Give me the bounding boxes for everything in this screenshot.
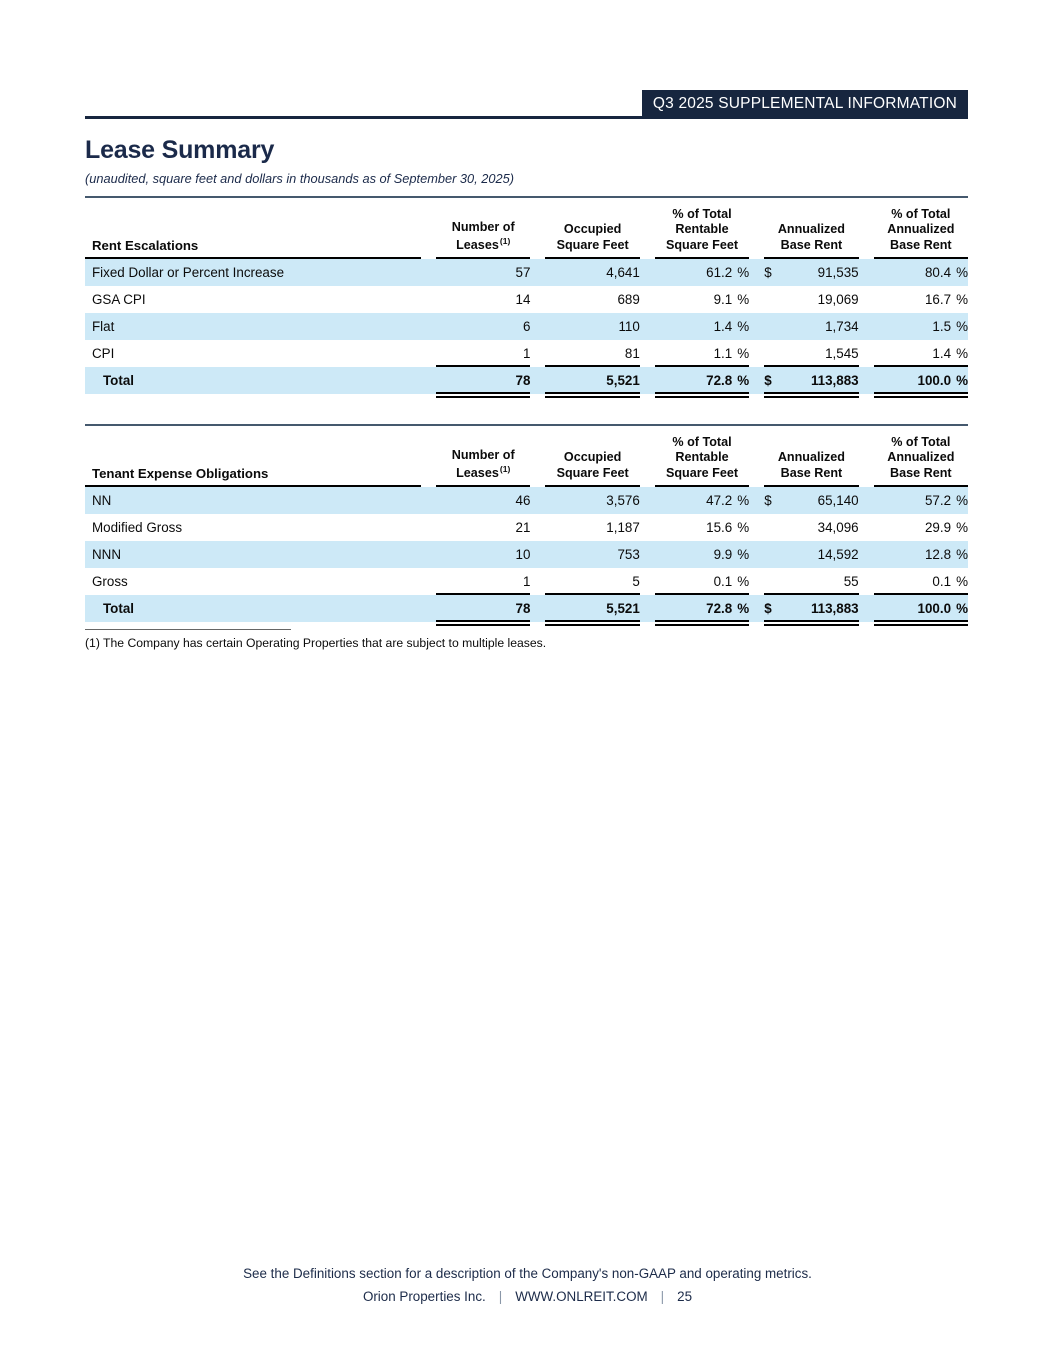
- row-label: Total: [103, 373, 134, 389]
- column-header-number-of-leases: Number of Leases $^{(1)}$: [436, 435, 530, 487]
- cell-leases: 14: [515, 292, 531, 308]
- column-header-annualized-base-rent: Annualized Base Rent: [764, 207, 858, 259]
- row-label: NNN: [92, 547, 122, 563]
- row-label: Total: [103, 601, 134, 617]
- column-header-occupied-square-feet: Occupied Square Feet: [545, 435, 639, 487]
- cell-pct-annualized: 0.1 %: [874, 568, 968, 595]
- cell-pct-rentable: 72.8 %: [655, 595, 749, 622]
- table-row: [85, 541, 968, 568]
- row-label: GSA CPI: [92, 292, 146, 308]
- page-title: Lease Summary: [85, 136, 275, 164]
- cell-leases: 46: [515, 493, 531, 509]
- percent-sign: %: [956, 265, 969, 281]
- cell-pct-rentable: 61.2 %: [655, 259, 749, 286]
- cell-pct-annualized: 16.7 %: [874, 286, 968, 313]
- percent-sign: %: [737, 319, 750, 335]
- tenant-expense-obligations-table: [85, 424, 968, 622]
- table-row: [85, 313, 968, 340]
- cell-pct-rentable: 72.8 %: [655, 367, 749, 394]
- column-header-annualized-base-rent: Annualized Base Rent: [764, 435, 858, 487]
- cell-occupied-sf: 753: [617, 547, 640, 563]
- cell-pct-rentable: 15.6 %: [655, 514, 749, 541]
- cell-annualized-base-rent: 19,069: [817, 292, 859, 308]
- cell-annualized-base-rent: 14,592: [817, 547, 859, 563]
- column-header-number-of-leases: Number of Leases $^{(1)}$: [436, 207, 530, 259]
- cell-annualized-base-rent: $ 113,883: [764, 367, 858, 394]
- column-header-pct-total-rentable: % of Total Rentable Square Feet: [655, 435, 749, 487]
- row-label: NN: [92, 493, 112, 509]
- cell-pct-rentable: 1.4 %: [655, 313, 749, 340]
- cell-leases: 6: [522, 319, 531, 335]
- table-row: [85, 286, 968, 313]
- cell-occupied-sf: 689: [617, 292, 640, 308]
- footer-note: See the Definitions section for a description of the Company's non-GAAP and operating metrics.: [243, 1266, 812, 1281]
- cell-pct-rentable: 0.1 %: [655, 568, 749, 595]
- row-group-header: [85, 207, 421, 259]
- footnote-rule: [85, 629, 291, 630]
- percent-sign: %: [956, 346, 969, 362]
- percent-sign: %: [737, 346, 750, 362]
- column-header-pct-total-annualized: % of Total Annualized Base Rent: [874, 207, 968, 259]
- cell-pct-annualized: 100.0 %: [874, 367, 968, 394]
- cell-occupied-sf: 5: [545, 568, 639, 595]
- table-row: [85, 487, 968, 514]
- row-label: Fixed Dollar or Percent Increase: [92, 265, 285, 281]
- table-header-row: [85, 207, 968, 259]
- total-row: [85, 367, 968, 394]
- dollar-sign: $: [764, 601, 772, 617]
- percent-sign: %: [737, 292, 750, 308]
- percent-sign: %: [956, 601, 969, 617]
- header-rule: [85, 90, 968, 119]
- footnote: [85, 629, 546, 650]
- cell-leases: 21: [515, 520, 531, 536]
- cell-pct-annualized: 80.4 %: [874, 259, 968, 286]
- cell-annualized-base-rent: 34,096: [817, 520, 859, 536]
- cell-annualized-base-rent: 55: [764, 568, 858, 595]
- row-label: CPI: [92, 346, 115, 362]
- cell-leases: 1: [436, 340, 530, 367]
- percent-sign: %: [956, 319, 969, 335]
- percent-sign: %: [956, 547, 969, 563]
- percent-sign: %: [956, 373, 969, 389]
- cell-occupied-sf: 5,521: [545, 367, 639, 394]
- row-label: Gross: [92, 574, 128, 590]
- cell-pct-annualized: 29.9 %: [874, 514, 968, 541]
- percent-sign: %: [956, 493, 969, 509]
- footer-company: Orion Properties Inc.: [362, 1289, 486, 1304]
- row-group-header: [85, 435, 421, 487]
- cell-pct-rentable: 47.2 %: [655, 487, 749, 514]
- table-row: [85, 259, 968, 286]
- cell-pct-annualized: 100.0 %: [874, 595, 968, 622]
- cell-leases: 78: [436, 367, 530, 394]
- cell-leases: 57: [515, 265, 531, 281]
- cell-pct-rentable: 9.9 %: [655, 541, 749, 568]
- percent-sign: %: [956, 520, 969, 536]
- percent-sign: %: [956, 574, 969, 590]
- cell-leases: 78: [436, 595, 530, 622]
- row-group-header-label: Tenant Expense Obligations: [92, 466, 269, 482]
- rent-escalations-table: [85, 196, 968, 394]
- page-footer: [0, 1266, 1055, 1304]
- cell-leases: 10: [515, 547, 531, 563]
- cell-annualized-base-rent: $ 91,535: [764, 259, 858, 286]
- cell-annualized-base-rent: 1,734: [825, 319, 859, 335]
- cell-pct-annualized: 57.2 %: [874, 487, 968, 514]
- cell-occupied-sf: 5,521: [545, 595, 639, 622]
- dollar-sign: $: [764, 373, 772, 389]
- tables-container: [85, 196, 968, 622]
- footnote-text: (1) The Company has certain Operating Properties that are subject to multiple leases.: [85, 636, 547, 650]
- column-header-pct-total-annualized: % of Total Annualized Base Rent: [874, 435, 968, 487]
- footnote-marker: (1): [499, 235, 511, 246]
- table-header-row: [85, 435, 968, 487]
- table-row: [85, 568, 968, 595]
- row-group-header-label: Rent Escalations: [92, 238, 199, 254]
- row-label: Modified Gross: [92, 520, 183, 536]
- footer-separator: |: [660, 1289, 665, 1304]
- table-row: [85, 340, 968, 367]
- footer-separator: |: [498, 1289, 503, 1304]
- total-row: [85, 595, 968, 622]
- cell-pct-annualized: 1.5 %: [874, 313, 968, 340]
- percent-sign: %: [737, 373, 750, 389]
- row-label: Flat: [92, 319, 115, 335]
- cell-pct-annualized: 1.4 %: [874, 340, 968, 367]
- cell-annualized-base-rent: $ 65,140: [764, 487, 858, 514]
- cell-occupied-sf: 1,187: [606, 520, 640, 536]
- cell-pct-annualized: 12.8 %: [874, 541, 968, 568]
- percent-sign: %: [737, 520, 750, 536]
- footer-line: [0, 1289, 1055, 1304]
- dollar-sign: $: [764, 493, 772, 509]
- cell-pct-rentable: 9.1 %: [655, 286, 749, 313]
- title-block: [85, 136, 514, 186]
- percent-sign: %: [737, 547, 750, 563]
- cell-occupied-sf: 3,576: [606, 493, 640, 509]
- column-header-pct-total-rentable: % of Total Rentable Square Feet: [655, 207, 749, 259]
- cell-leases: 1: [436, 568, 530, 595]
- percent-sign: %: [956, 292, 969, 308]
- cell-occupied-sf: 110: [618, 319, 640, 335]
- percent-sign: %: [737, 493, 750, 509]
- footnote-marker: (1): [499, 463, 511, 474]
- dollar-sign: $: [764, 265, 772, 281]
- page-subtitle: (unaudited, square feet and dollars in thousands as of September 30, 2025): [85, 171, 514, 186]
- cell-pct-rentable: 1.1 %: [655, 340, 749, 367]
- percent-sign: %: [737, 601, 750, 617]
- page-banner: Q3 2025 SUPPLEMENTAL INFORMATION: [642, 90, 968, 116]
- footer-website: WWW.ONLREIT.COM: [515, 1289, 648, 1304]
- column-header-occupied-square-feet: Occupied Square Feet: [545, 207, 639, 259]
- cell-occupied-sf: 81: [545, 340, 639, 367]
- percent-sign: %: [737, 574, 750, 590]
- cell-annualized-base-rent: $ 113,883: [764, 595, 858, 622]
- table-row: [85, 514, 968, 541]
- cell-annualized-base-rent: 1,545: [764, 340, 858, 367]
- cell-occupied-sf: 4,641: [606, 265, 640, 281]
- footer-page-number: 25: [677, 1289, 693, 1304]
- percent-sign: %: [737, 265, 750, 281]
